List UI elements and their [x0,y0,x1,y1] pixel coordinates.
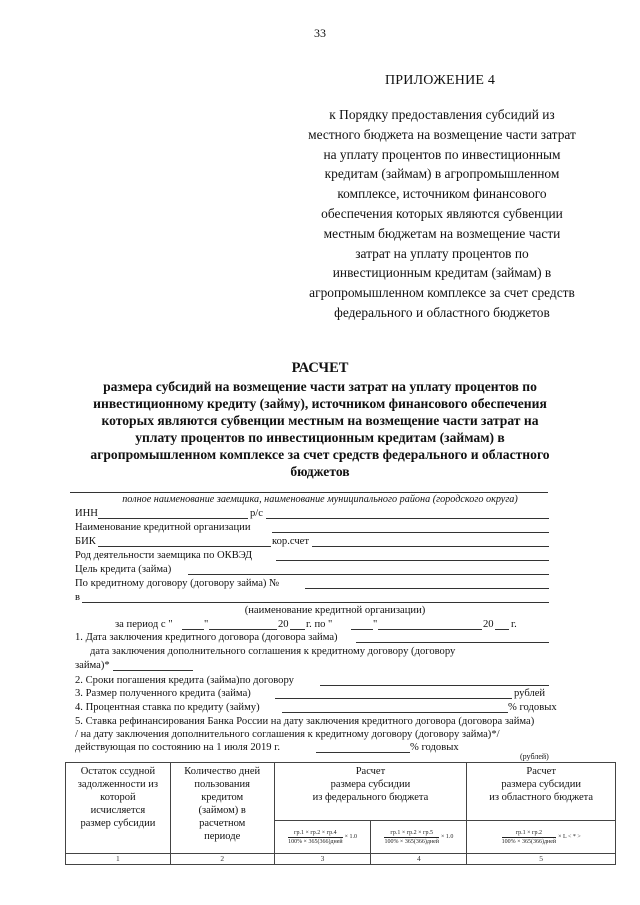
item2-label: 2. Сроки погашения кредита (займа)по договору [75,675,294,686]
formula-col5: $\frac{гр.1 \times гр.2}{\text{100\% × 365(366)дней}}$ × L < * > [467,821,616,854]
col2-header: Количество дней пользования кредитом (займом) в расчетном периоде [170,763,274,854]
col-number: 3 [274,854,371,865]
appendix-line: кредитам (займам) в агропромышленном [324,166,560,182]
contract-field[interactable] [305,588,549,589]
col1-header: Остаток ссудной задолженности из которой исчисляется размер субсидии [66,763,171,854]
period-to-label: г. по " [306,619,333,630]
item3-label: 3. Размер полученного кредита (займа) [75,688,251,699]
period-g: г. [511,619,517,630]
calc-subtitle-line: инвестиционному кредиту (займу), источником финансового обеспечения [93,396,547,411]
borrower-caption: полное наименование заемщика, наименование муниципального района (городского округа) [122,494,518,505]
appendix-line: местного бюджета на возмещение части затрат [308,126,576,142]
item4-field[interactable] [282,712,508,713]
rubles-note: (рублей) [520,752,549,761]
item5c-label: действующая по состоянию на 1 июля 2019 г. [75,742,280,753]
item1c-label: займа)* [75,660,110,671]
col-number: 4 [371,854,467,865]
appendix-line: инвестиционным кредитам (займам) в [332,265,552,281]
formula-col4: $\frac{гр.1 \times гр.2 \times гр.5}{\text{100\% × 365(366)дней}}$ × 1.0 [371,821,467,854]
inn-label: ИНН [75,508,98,519]
federal-header: Расчет размера субсидии из федерального бюджета [274,763,467,821]
calc-subtitle-line: размера субсидий на возмещение части затрат на уплату процентов по [103,379,537,394]
col-number: 1 [66,854,171,865]
regional-header: Расчет размера субсидии из областного бюджета [467,763,616,821]
item5b-label: / на дату заключения дополнительного соглашения к кредитному договору (договору займа)*/ [75,729,500,740]
okved-field[interactable] [276,560,549,561]
item5-field[interactable] [316,752,410,753]
appendix-line: к Порядку предоставления субсидий из [329,107,555,122]
item5a-label: 5. Ставка рефинансирования Банка России на дату заключения кредитного договора (договора займа) [75,716,535,727]
calc-subtitle-line: агропромышленном комплексе за счет средств федерального и областного [90,447,550,462]
period-to-year[interactable] [495,629,509,630]
year-prefix-2: 20 [483,619,494,630]
appendix-line: агропромышленном комплексе за счет средств [309,285,575,301]
appendix-line: обеспечения которых являются субвенции [321,205,563,221]
goal-field[interactable] [188,574,549,575]
item2-field[interactable] [320,685,549,686]
okved-label: Род деятельности заемщика по ОКВЭД [75,550,253,561]
appendix-line: комплексе, источником финансового [337,186,547,202]
calc-subtitle-line: уплату процентов по инвестиционным кредитам (займам) в [135,430,505,445]
appendix-line: федерального и областного бюджетов [334,304,550,320]
period-from-year[interactable] [290,629,305,630]
item1-field[interactable] [356,642,549,643]
bik-label: БИК [75,536,96,547]
credit-org-name-field[interactable] [82,602,549,603]
item3-unit: рублей [514,688,546,699]
contract-label: По кредитному договору (договору займа) № [75,578,280,589]
bik-field[interactable] [98,546,271,547]
col-number: 2 [170,854,274,865]
item4-unit: % годовых [508,702,557,713]
item3-field[interactable] [275,698,512,699]
appendix-line: на уплату процентов по инвестиционным [323,146,561,162]
item4-label: 4. Процентная ставка по кредиту (займу) [75,702,260,713]
period-from-month[interactable] [209,629,277,630]
item1-label: 1. Дата заключения кредитного договора (договора займа) [75,632,338,643]
rs-label: р/с [250,508,263,519]
item5-unit: % годовых [410,742,459,753]
item1b-label: дата заключения дополнительного соглашения к кредитному договору (договору [90,646,456,657]
kor-field[interactable] [312,546,549,547]
credit-org-label: Наименование кредитной организации [75,522,251,533]
appendix-title: ПРИЛОЖЕНИЕ 4 [385,73,496,88]
kor-label: кор.счет [272,536,310,547]
item1c-field[interactable] [113,670,193,671]
period-to-day[interactable] [351,629,373,630]
calc-subtitle-line: бюджетов [290,464,350,479]
page-number: 33 [314,26,326,40]
calc-title: РАСЧЕТ [291,360,349,376]
year-prefix-1: 20 [278,619,289,630]
calc-subtitle-line: которых являются субвенции местным на возмещение части затрат на [101,413,539,428]
subsidy-table [65,762,616,865]
formula-col3: $\frac{гр.1 \times гр.2 \times гр.4}{\text{100\% × 365(366)дней}}$ × 1.0 [274,821,371,854]
credit-org-field[interactable] [272,532,549,533]
org-caption: (наименование кредитной организации) [244,605,426,616]
goal-label: Цель кредита (займа) [75,564,172,575]
appendix-line: местным бюджетам на возмещение части [323,225,561,241]
appendix-text [282,105,602,323]
period-quote-2: " [373,619,378,630]
col-number: 5 [467,854,616,865]
period-from-day[interactable] [182,629,204,630]
calc-subtitle [70,378,570,480]
inn-field[interactable] [98,518,248,519]
borrower-name-line[interactable] [70,492,548,493]
rs-field[interactable] [266,518,549,519]
period-from-label: за период с " [115,619,173,630]
v-label: в [75,592,81,603]
period-to-month[interactable] [378,629,482,630]
appendix-line: затрат на уплату процентов по [355,245,529,261]
period-quote: " [204,619,209,630]
